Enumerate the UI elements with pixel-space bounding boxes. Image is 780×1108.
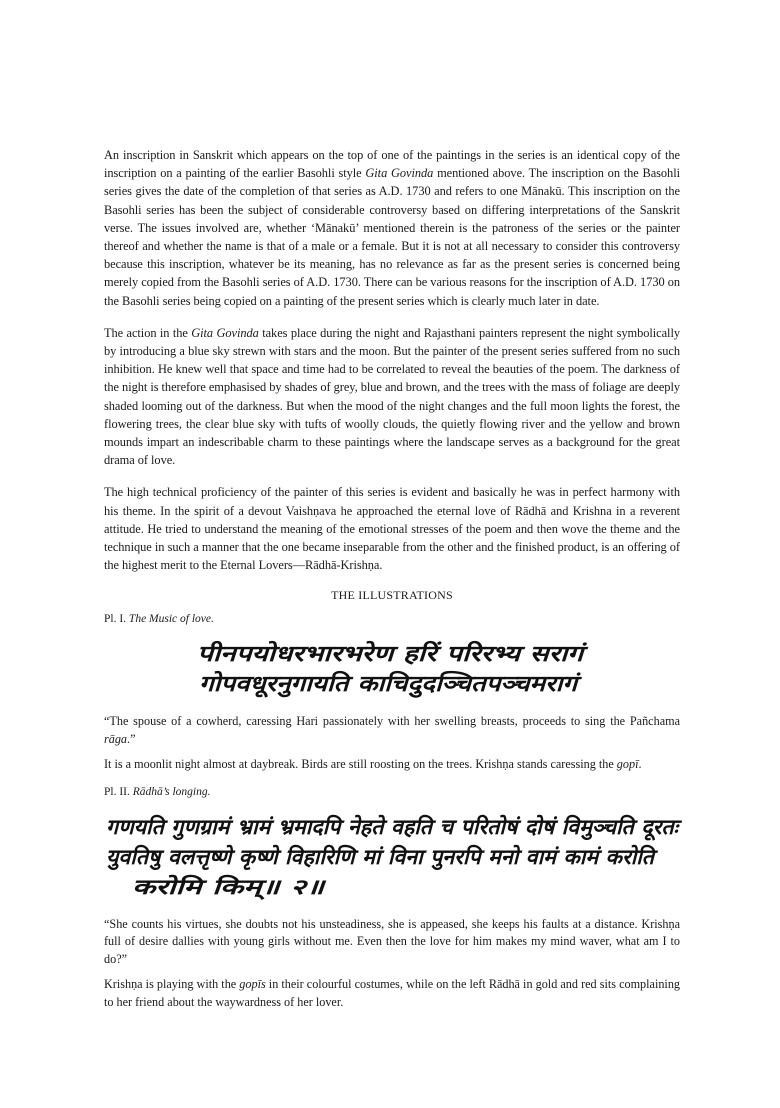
inscription-line: गोपवधूरनुगायति काचिदुदञ्चितपञ्चमरागं xyxy=(199,672,520,698)
paragraph-night: The action in the Gita Govinda takes place during the night and Rajasthani painters represent the night symbolically by introducing a blue sky strewn with stars and the moon. But the painter of the present series suffered from no such inhibition. He knew well that space and time had to be correlated to reveal the beauties of the poem. The darkness of the night is therefore emphasised by shades of grey, blue and brown, and the trees with the mass of foliage are deeply shaded looming out of the darkness. But when the mood of the night changes and the full moon lights the forest, the flowering trees, the clear blue sky with tufts of woolly clouds, the quietly flowing river and the yellow and brown mounds impart an indescribable charm to these paintings where the landscape serves as a background for the great drama of love. xyxy=(104,325,680,468)
plate-title xyxy=(104,786,680,798)
paragraph-proficiency: The high technical proficiency of the painter of this series is evident and basically he was in perfect harmony with his theme. In the spirit of a devout Vaishṇava he approached the eternal love of Rādhā and Krishna in a reverent attitude. He tried to understand the meaning of the emotional stresses of the poem and then wove the theme and the technique in such a manner that the one became inseparable from the other and the finished product, is an offering of the highest merit to the Eternal Lovers—Rādhā-Krishṇa. xyxy=(104,485,680,573)
sanskrit-inscription xyxy=(197,635,587,701)
plate-quote: “The spouse of a cowherd, caressing Hari passionately with her swelling breasts, proceeds to sing the Pañchama rāga.” xyxy=(104,714,680,746)
book-title-gita-govinda: Gita Govinda xyxy=(365,166,434,181)
inscription-line: गणयति गुणग्रामं भ्रामं भ्रमादपि नेहते वहति च परितोषं दोषं विमुञ्चति दूरतः xyxy=(106,814,666,839)
plate-1 xyxy=(104,613,680,774)
plate-description: It is a moonlit night almost at daybreak. Birds are still roosting on the trees. Krishṇa stands caressing the gopī. xyxy=(104,757,642,772)
illustrations-heading: THE ILLUSTRATIONS xyxy=(331,588,453,603)
inscription-line: करोमि किम्॥ २॥ xyxy=(132,874,265,899)
book-title-gita-govinda: Gita Govinda xyxy=(191,325,259,340)
paragraph-inscription: An inscription in Sanskrit which appears on the top of one of the paintings in the series is an identical copy of the inscription on a painting of the earlier Basohli style Gita Govinda mentioned above. The inscription on the Basohli series gives the date of the completion of that series as A.D. 1730 and refers to one Mānakū. This inscription on the Basohli series has been the subject of considerable controversy based on differing interpretations of the Sanskrit verse. The issues involved are, whether ‘Mānakū’ mentioned therein is the patroness of the series or the painter thereof and whether the name is that of a male or a female. But it is not at all necessary to consider this controversy because this inscription, whatever be its meaning, has no relevance as far as the present series is concerned being merely copied from the Basohli series of A.D. 1730. There can be various reasons for the inscription of A.D. 1730 on the Basohli series being copied on a painting of the present series which is clearly much later in date. xyxy=(104,148,680,308)
plate-title xyxy=(104,613,680,625)
plate-number: Pl. II. xyxy=(104,785,133,798)
plate-caption: The Music of love. xyxy=(128,613,214,626)
plate-number: Pl. I. xyxy=(104,613,129,626)
sanskrit-inscription xyxy=(104,808,682,904)
inscription-line: युवतिषु वलत्तृष्णे कृष्णे विहारिणि मां विना पुनरपि मनो वामं कामं करोति xyxy=(106,844,645,869)
plate-quote: “She counts his virtues, she doubts not his unsteadiness, she is appeased, she keeps his faults at a distance. Krishṇa full of desire dallies with young girls without me. Even then the love for him makes my mind waver, what am I to do?” xyxy=(104,916,680,966)
page-content xyxy=(104,146,680,1023)
inscription-line: पीनपयोधरभारभरेण हरिं परिरभ्य सरागं xyxy=(197,642,501,668)
plate-caption: Rādhā’s longing. xyxy=(132,785,211,798)
plate-description: Krishṇa is playing with the gopīs in their colourful costumes, while on the left Rādhā in gold and red sits complaining to her friend about the waywardness of her lover. xyxy=(104,977,681,1009)
plate-2 xyxy=(104,786,680,1012)
